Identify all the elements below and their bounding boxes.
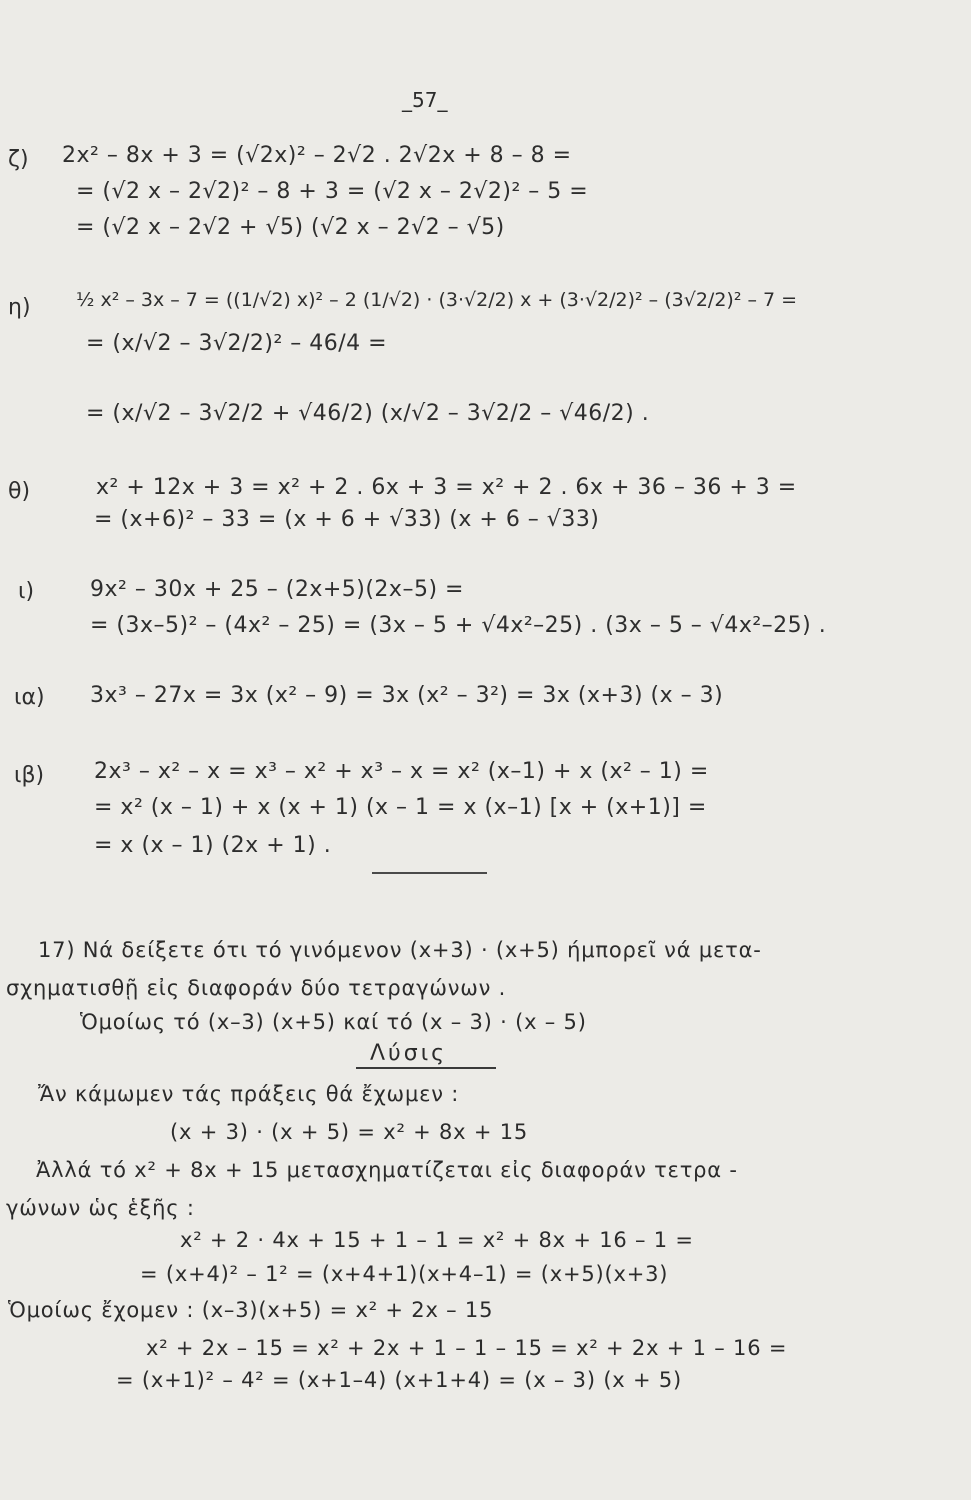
equation-line: 9x² – 30x + 25 – (2x+5)(2x–5) = xyxy=(90,577,464,602)
solution-equation: (x + 3) · (x + 5) = x² + 8x + 15 xyxy=(170,1120,529,1144)
equation-line: = (√2 x – 2√2 + √5) (√2 x – 2√2 – √5) xyxy=(76,215,505,240)
section-label-eta: η) xyxy=(8,295,31,320)
equation-line: = x² (x – 1) + x (x + 1) (x – 1 = x (x–1) [x + (x+1)] = xyxy=(94,795,707,820)
equation-line: = (3x–5)² – (4x² – 25) = (3x – 5 + √4x²–25) . (3x – 5 – √4x²–25) . xyxy=(90,613,827,638)
solution-text: Ὁμοίως ἔχομεν : (x–3)(x+5) = x² + 2x – 15 xyxy=(8,1298,494,1322)
heading-underline xyxy=(356,1067,496,1069)
problem-statement: 17) Νά δείξετε ότι τό γινόμενον (x+3) · (x+5) ήμπορεῖ νά μετα- xyxy=(38,938,762,962)
section-label-iota-beta: ιβ) xyxy=(14,763,45,788)
equation-line: 2x³ – x² – x = x³ – x² + x³ – x = x² (x–1) + x (x² – 1) = xyxy=(94,759,709,784)
problem-statement: Ὁμοίως τό (x–3) (x+5) καί τό (x – 3) · (x – 5) xyxy=(80,1010,587,1034)
solution-equation: x² + 2x – 15 = x² + 2x + 1 – 1 – 15 = x² + 2x + 1 – 16 = xyxy=(146,1336,788,1360)
equation-line: ½ x² – 3x – 7 = ((1/√2) x)² – 2 (1/√2) · (3·√2/2) x + (3·√2/2)² – (3√2/2)² – 7 = xyxy=(76,289,798,311)
section-label-zeta: ζ) xyxy=(8,147,29,172)
solution-text: Ἀλλά τό x² + 8x + 15 μετασχηματίζεται εἰς διαφοράν τετρα - xyxy=(36,1158,738,1182)
separator-line xyxy=(372,872,487,874)
solution-equation: = (x+1)² – 4² = (x+1–4) (x+1+4) = (x – 3) (x + 5) xyxy=(116,1368,683,1392)
equation-line: 3x³ – 27x = 3x (x² – 9) = 3x (x² – 3²) = 3x (x+3) (x – 3) xyxy=(90,683,724,708)
equation-line: = (√2 x – 2√2)² – 8 + 3 = (√2 x – 2√2)² – 5 = xyxy=(76,179,589,204)
equation-line: x² + 12x + 3 = x² + 2 . 6x + 3 = x² + 2 . 6x + 36 – 36 + 3 = xyxy=(96,475,797,500)
problem-statement: σχηματισθῇ εἰς διαφοράν δύο τετραγώνων . xyxy=(6,976,507,1000)
solution-equation: x² + 2 · 4x + 15 + 1 – 1 = x² + 8x + 16 – 1 = xyxy=(180,1228,694,1252)
section-label-iota-alpha: ια) xyxy=(14,685,45,710)
solution-text: Ἄν κάμωμεν τάς πράξεις θά ἔχωμεν : xyxy=(38,1082,460,1106)
equation-line: = (x/√2 – 3√2/2 + √46/2) (x/√2 – 3√2/2 – √46/2) . xyxy=(86,401,650,426)
equation-line: = (x+6)² – 33 = (x + 6 + √33) (x + 6 – √33) xyxy=(94,507,600,532)
equation-line: = (x/√2 – 3√2/2)² – 46/4 = xyxy=(86,331,388,356)
page-number: _57_ xyxy=(402,88,448,112)
section-label-iota: ι) xyxy=(18,579,35,604)
equation-line: 2x² – 8x + 3 = (√2x)² – 2√2 . 2√2x + 8 – 8 = xyxy=(62,143,572,168)
solution-text: γώνων ὡς ἑξῆς : xyxy=(6,1196,195,1220)
solution-equation: = (x+4)² – 1² = (x+4+1)(x+4–1) = (x+5)(x+3) xyxy=(140,1262,669,1286)
equation-line: = x (x – 1) (2x + 1) . xyxy=(94,833,332,858)
section-label-theta: θ) xyxy=(8,479,31,504)
solution-heading: Λύσις xyxy=(370,1041,448,1066)
